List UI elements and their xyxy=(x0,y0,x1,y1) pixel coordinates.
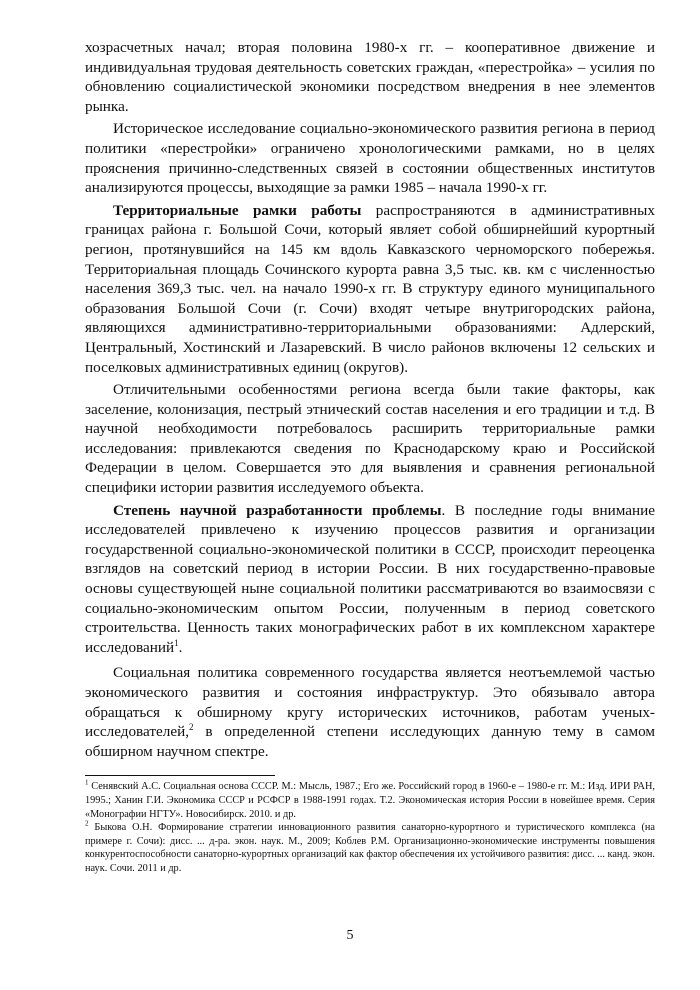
page-content xyxy=(85,38,655,876)
footnote-1 xyxy=(85,780,655,821)
paragraph-6-text-b: в определенной степени исследующих данную тему в самом обширном научном спектре. xyxy=(85,723,655,760)
footnote-1-text: Сенявский А.С. Социальная основа СССР. М.: Мысль, 1987.; Его же. Российский город в 1960-е – 1980-е гг. М.: Изд. ИРИ РАН, 1995.; Ханин Г.И. Экономика СССР и РСФСР в 1988-1991 годах. Т.2. Экономическая история России в новейшее время. Серия «Монографии НГТУ». Новосибирск. 2010. и др. xyxy=(85,781,655,820)
footnotes xyxy=(85,780,655,875)
footnote-1-mark: 1 xyxy=(85,778,89,787)
paragraph-6-text-a: Социальная политика современного государства является неотъемлемой частью экономического развития и состояния инфраструктур. Это обязывало автора обращаться к обширному кругу исторических источников, работам ученых-исследователей, xyxy=(85,664,655,741)
page-number: 5 xyxy=(346,928,354,943)
footnote-ref-1[interactable]: 1 xyxy=(174,637,179,648)
paragraph-4: Отличительными особенностями региона всегда были такие факторы, как заселение, колонизация, пестрый этнический состав населения и его традиции и т.д. В научной необходимости потребовалось расширить территориальные рамки исследования: привлекаются сведения по Краснодарскому краю и Российской Федерации в целом. Совершается это для выявления и сравнения региональной специфики истории развития исследуемого объекта. xyxy=(85,381,655,497)
territorial-scope-heading: Территориальные рамки работы xyxy=(113,201,362,219)
body-text xyxy=(85,38,655,761)
paragraph-5 xyxy=(85,501,655,658)
paragraph-5-end: . xyxy=(178,638,183,656)
paragraph-3-text: распространяются в административных границах района г. Большой Сочи, который являет собой обширнейший курортный регион, протянувшийся на 145 км вдоль Кавказского черноморского побережья. Территориальная площадь Сочинского курорта равна 3,5 тыс. кв. км с численностью населения 369,3 тыс. чел. на начало 1990-х гг. В структуру единого муниципального образования Большой Сочи (г. Сочи) входят четыре внутригородских района, являющихся административно-территориальными образованиями: Адлерский, Центральный, Хостинский и Лазаревский. В число районов включены 12 сельских и поселковых административных единиц (округов). xyxy=(85,201,655,376)
footnote-ref-2[interactable]: 2 xyxy=(189,722,194,733)
paragraph-1: хозрасчетных начал; вторая половина 1980-х гг. – кооперативное движение и индивидуальная трудовая деятельность советских граждан, «перестройка» – усилия по обновлению социалистической экономики посредством внедрения в нее элементов рынка. xyxy=(85,39,655,115)
footnote-divider xyxy=(85,775,275,776)
paragraph-5-text: . В последние годы внимание исследователей привлечено к изучению процессов развития и организации государственной социально-экономической политики в СССР, происходит переоценка взглядов на советский период в истории России. В них государственно-правовые основы существующей ныне социальной политики рассматриваются во взаимосвязи с социально-экономическим опытом России, полученным в период советского строительства. Ценность таких монографических работ в их комплексном характере исследований xyxy=(85,501,655,656)
research-degree-heading: Степень научной разработанности проблемы xyxy=(113,501,442,519)
footnote-2 xyxy=(85,821,655,875)
paragraph-3 xyxy=(85,201,655,377)
footnote-2-mark: 2 xyxy=(85,819,89,828)
paragraph-2: Историческое исследование социально-экономического развития региона в период политики «перестройки» ограничено хронологическими рамками, но в целях прояснения причинно-следственных связей в состоянии общественных институтов анализируются процессы, выходящие за рамки 1985 – начала 1990-х гг. xyxy=(85,120,655,197)
footnote-2-text: Быкова О.Н. Формирование стратегии инновационного развития санаторно-курортного и туристического комплекса (на примере г. Сочи): дисс. ... д-ра. экон. наук. М., 2009; Коблев Р.М. Организационно-экономические инструменты повышения конкурентоспособности санаторно-курортных организаций как фактор обеспечения их устойчивого развития: дисс. ... канд. экон. наук. Сочи. 2011 и др. xyxy=(85,822,655,874)
paragraph-6 xyxy=(85,663,655,761)
